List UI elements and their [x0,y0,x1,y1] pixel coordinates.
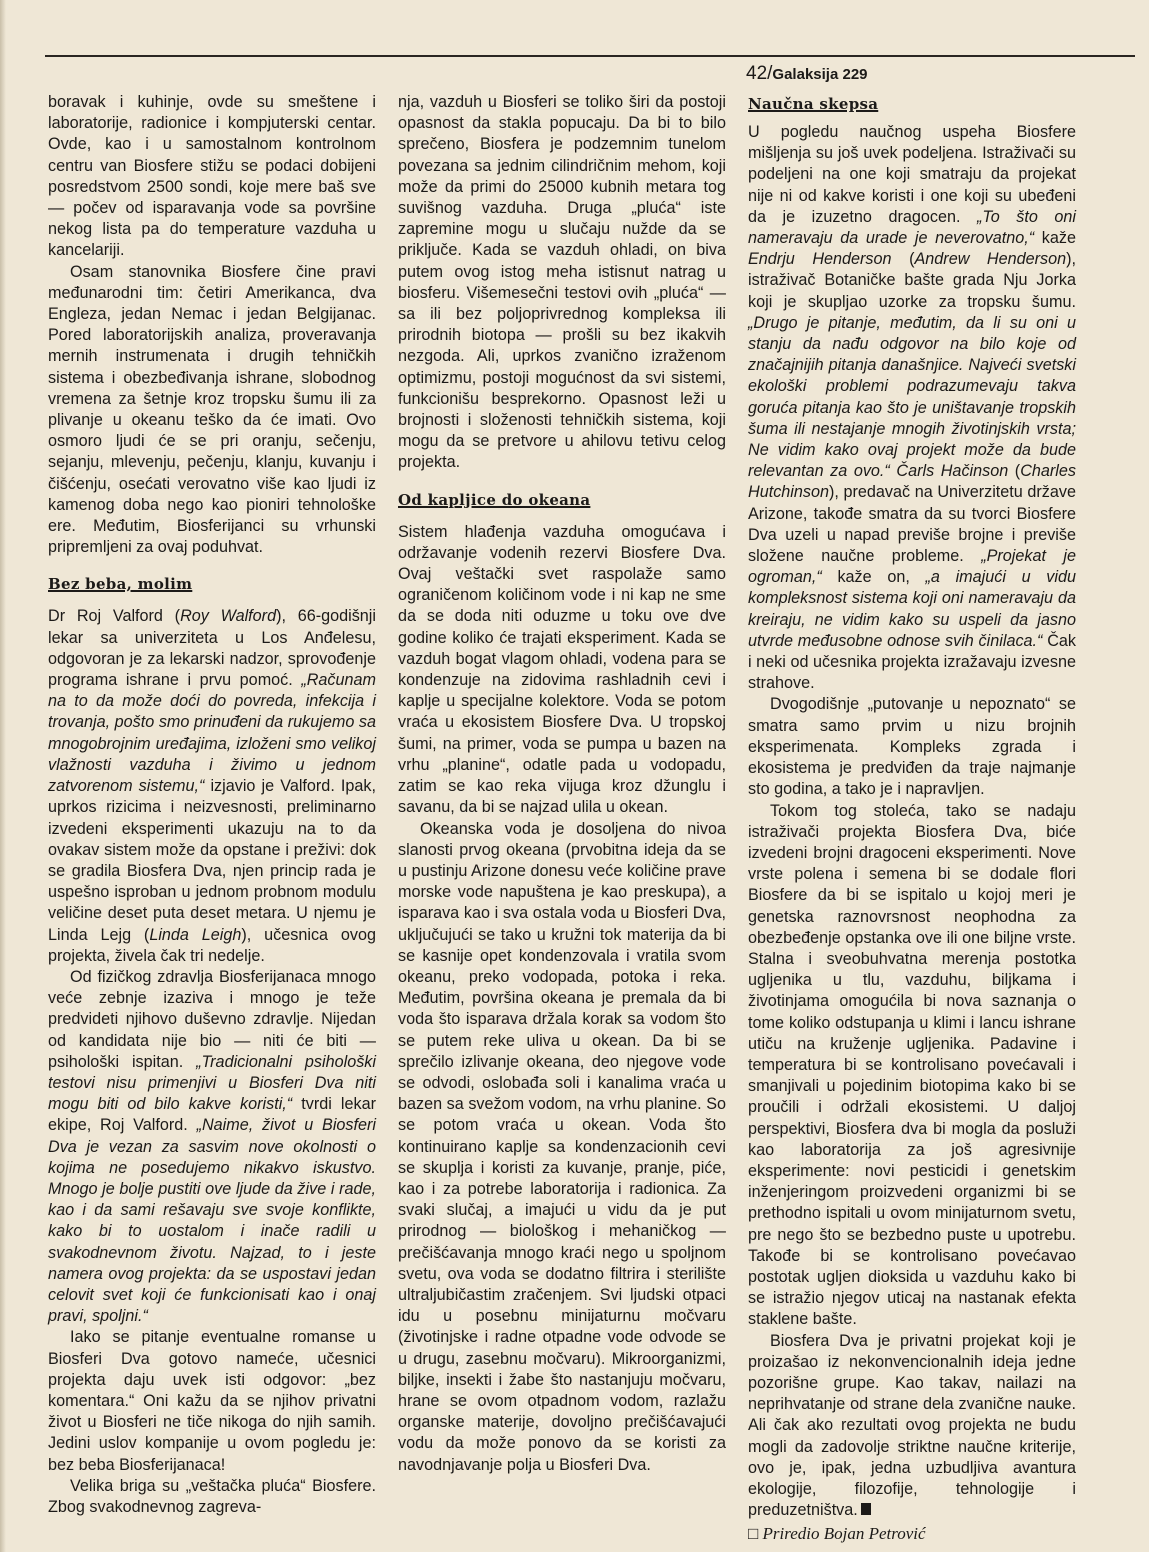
paragraph: Velika briga su „veštačka pluća“ Biosfere. Zbog svakodnevnog zagreva- [48,1476,376,1516]
column-3 [748,94,1076,1545]
column-1 [48,92,376,1518]
paragraph: nja, vazduh u Biosferi se toliko širi da postoji opasnost da stakla popucaju. Da bi to bilo sprečeno, Biosfera je podzemnim tunelom povezana sa jednim cilindričnim mehom, koji može da primi do 25000 kubnih metara tog suvišnog vazduha. Druga „pluća“ iste zapremine mogu u slučaju nužde da se priključe. Kada se vazduh ohladi, on biva putem ovog istog meha istisnut natrag u biosferu. Višemesečni testovi ovih „pluća“ — sa ili bez poljoprivrednog kompleksa ili prirodnih biotopa — prošli su bez ikakvih nezgoda. Ali, uprkos zvanično izraženom optimizmu, postoji mogućnost da svi sistemi, funkcionišu besprekorno. Opasnost leži u brojnosti i složenosti tehničkih sistema, koji mogu da se pretvore u ahilovu tetivu celog projekta. [398,93,726,472]
section-heading-bez-beba: Bez beba, molim [48,575,193,594]
section-heading-naucna-skepsa: Naučna skepsa [748,95,879,113]
header-rule [45,55,1135,57]
paragraph: Okeanska voda je dosoljena do nivoa slanosti prvog okeana (prvobitna ideja da se u pustinju Arizone donesu veće količine prave morske vode napuštena je kao preskupa), a isparava kao i sva ostala voda u Biosferi Dva, uključujući se tako u kružni tok materija da bi se kasnije opet kondenzovala i vratila svom okeanu, preko vodopada, potoka i reka. Međutim, površina okeana je premala da bi voda što isparava držala korak sa vodom što se putem reke uliva u okean. Da bi se sprečilo izlivanje okeana, deo njegove vode se odvodi, oslobađa soli i kanalima vraća u bazen sa svežom vodom, na vrhu planine. So se potom vraća u okean. Voda što kontinuirano kaplje sa kondenzacionih cevi se skuplja i koristi za kuvanje, pranje, piće, kao i za potrebe laboratorija i radionica. Za svaki slučaj, a imajući u vidu da je put prirodnog — biološkog i mehaničkog — prečišćavanja mnogo kraći nego u spoljnom svetu, ova voda se dodatno filtrira i sterilište ultraljubičastim zračenjem. Svi ljudski otpaci idu u posebnu minijaturnu močvaru (životinjske i radne otpadne vode odvode se u drugu, zasebnu močvaru). Mikroorganizmi, biljke, insekti i žabe što nastanjuju močvaru, hrane se ovom otpadnom vodom, razlažu organske materije, dovoljno prečišćavajući vodu da može ponovo da se koristi za navodnjavanje polja u Biosferi Dva. [398,819,726,1474]
byline: □ Priredio Bojan Petrović [748,1524,926,1544]
page-number: 42/ [746,63,773,84]
magazine-issue: Galaksija 229 [772,66,868,83]
paragraph: Dr Roj Valford (Roy Walford), 66-godišnji lekar sa univerziteta u Los Anđelesu, odgovoran je za lekarski nadzor, sprovođenje programa ishrane i prvu pomoć. „Računam na to da može doći do povreda, infekcija i trovanja, pošto smo prinuđeni da rukujemo sa mnogobrojnim uređajima, izloženi smo velikoj vlažnosti vazduha i živimo u jednom zatvorenom sistemu,“ izjavio je Valford. Ipak, uprkos rizicima i neizvesnosti, preliminarno izvedeni eksperimenti ukazuju na to da ovakav sistem može da opstane i preživi: dok se gradila Biosfera Dva, njen princip rada je uspešno isproban u jednom probnom modulu veličine deset puta deset metara. U njemu je Linda Lejg (Linda Leigh), učesnica ovog projekta, živela čak tri nedelje. [48,607,377,965]
page-edge [0,0,6,1552]
paragraph: U pogledu naučnog uspeha Biosfere mišljenja su još uvek podeljena. Istraživači su podeljeni na one koji smatraju da projekat nije ni od kakve koristi i one koji su ubeđeni da je izuzetno dragocen. „To što oni nameravaju da urade je neverovatno,“ kaže Endrju Henderson (Andrew Henderson), istraživač Botaničke bašte grada Nju Jorka koji je skupljao uzorke za tropsku šumu. „Drugo je pitanje, međutim, da li su oni u stanju da nađu odgovor na bilo koje od značajnijih pitanja današnjice. Najveći svetski ekološki problemi podrazumevaju takva goruća pitanja kao što je uništavanje tropskih šuma ili nestajanje mnogih životinjskih vrsta; Ne vidim kako ovaj projekt može da bude relevantan za ovo.“ Čarls Hačinson (Charles Hutchinson), predavač na Univerzitetu države Arizone, takođe smatra da su tvorci Biosfere Dva uzeli u napad previše brojne i previše složene naučne probleme. „Projekat je ogroman,“ kaže on, „a imajući u vidu kompleksnost sistema koji oni nameravaju da kreiraju, ne vidim kako su uspeli da jasno utvrde međusobne odnose svih činilaca.“ Čak i neki od učesnika projekta izražavaju izvesne strahove. [748,123,1077,693]
folio [746,62,868,87]
paragraph: Dvogodišnje „putovanje u nepoznato“ se smatra samo prvim u nizu brojnih eksperimenata. Kompleks zgrada i ekosistema je predviđen da traje najmanje sto godina, a tako je i napravljen. [748,695,1076,799]
paragraph: Iako se pitanje eventualne romanse u Biosferi Dva gotovo nameće, učesnici projekta daju uvek isti odgovor: „bez komentara.“ Oni kažu da se njihov privatni život u Biosferi ne tiče nikoga do njih samih. Jedini uslov kompanije u ovom pogledu je: bez beba Biosferijanaca! [48,1328,376,1474]
column-2 [398,92,726,1476]
paragraph: Osam stanovnika Biosfere čine pravi međunarodni tim: četiri Amerikanca, dva Engleza, jedan Nemac i jedan Belgijanac. Pored laboratorijskih analiza, proveravanja mernih instrumenata i drugih tehničkih sistema i obezbeđivanja ishrane, slobodnog vremena za šetnje kroz tropsku šumu ili za plivanje u okeanu teško da će imati. Ovo osmoro ljudi će se pri oranju, sečenju, sejanju, mlevenju, pečenju, klanju, kuvanju i čišćenju, osećati verovatno više kao ljudi iz kamenog doba nego kao pioniri tehnološke ere. Međutim, Biosferijanci su vrhunski pripremljeni za ovaj poduhvat. [48,262,376,557]
paragraph: Biosfera Dva je privatni projekat koji je proizašao iz nekonvencionalnih ideja jedne pozorišne grupe. Kao takav, nailazi na neprihvatanje od strane dela zvanične nauke. Ali čak ako rezultati ovog projekta ne budu mogli da zadovolje striktne naučne kriterije, ovo je, ipak, jedna uzbudljiva avantura ekologije, filozofije, tehnologije i preduzetništva. [748,1331,1076,1520]
paragraph: Tokom tog stoleća, tako se nadaju istraživači projekta Biosfera Dva, biće izvedeni brojni dragoceni eksperimenti. Nove vrste polena i semena bi se dodale flori Biosfere da bi se ispitalo u kojoj meri je genetska raznovrsnost neophodna za obezbeđenje opstanka ove ili one biljne vrste. Stalna i sveobuhvatna merenja postotka ugljenika u tlu, vazduhu, biljkama i životinjama omogućila bi nova saznanja o tome koliko odstupanja u klimi i lancu ishrane utiču na kruženje ugljenika. Padavine i temperatura bi se kontrolisano povećavali i smanjivali u pojedinim biotopima kako bi se proučili i održali ekosistemi. U daljoj perspektivi, Biosfera dva bi mogla da posluži kao laboratorija za još agresivnije eksperimente: novi pesticidi i genetskim inženjeringom proizvedeni organizmi bi se prethodno ispitali u ovom minijaturnom svetu, pre nego što se bezbedno puste u upotrebu. Takođe bi se kontrolisano povećavao postotak ugljen dioksida u vazduhu kako bi se istražio njegov uticaj na nastanak efekta staklene bašte. [748,801,1076,1329]
section-heading-od-kapljice: Od kapljice do okeana [398,490,591,509]
end-of-article-mark [861,1503,871,1515]
paragraph: Sistem hlađenja vazduha omogućava i održavanje vodenih rezervi Biosfere Dva. Ovaj veštački svet raspolaže samo ograničenom količinom vode i ni kap ne sme da se doda niti oduzme u toku ove dve godine koliko će trajati eksperiment. Kada se vazduh bogat vlagom ohladi, vodena para se kondenzuje na zidovima rashladnih cevi i kaplje u specijalne kolektore. Voda se potom vraća u ekosistem Biosfere Dva. U tropskoj šumi, na primer, voda se pumpa u bazen na vrhu „planine“, odatle pada u vodopadu, zatim se kao reka vijuga kroz džunglu i savanu, da bi se najzad ulila u okean. [398,522,726,817]
paragraph: boravak i kuhinje, ovde su smeštene i laboratorije, radionice i kompjuterski centar. Ovde, kao i u samostalnom kontrolnom centru van Biosfere stižu se podaci dobijeni posredstvom 2500 sondi, koje mere baš sve — počev od isparavanja vode sa površine nekog lista pa do temperature vazduha u kancelariji. [48,93,376,260]
paragraph: Od fizičkog zdravlja Biosferijanaca mnogo veće zebnje izaziva i mnogo je teže predvideti njihovo duševno zdravlje. Nijedan od kandidata nije bio — niti će biti — psihološki ispitan. „Tradicionalni psihološki testovi nisu primenjivi u Biosferi Dva niti mogu biti od bilo kakve koristi,“ tvrdi lekar ekipe, Roj Valford. „Naime, život u Biosferi Dva je vezan za sasvim nove okolnosti o kojima ne posedujemo nikakvo iskustvo. Mnogo je bolje pustiti ove ljude da žive i rade, kao i da sami rešavaju sve svoje konflikte, kako bi to uostalom i inače radili u svakodnevnom životu. Najzad, to i jeste namera ovog projekta: da se uspostavi jedan celovit svet koji će funkcionisati kao i onaj pravi, spoljni.“ [48,967,377,1326]
